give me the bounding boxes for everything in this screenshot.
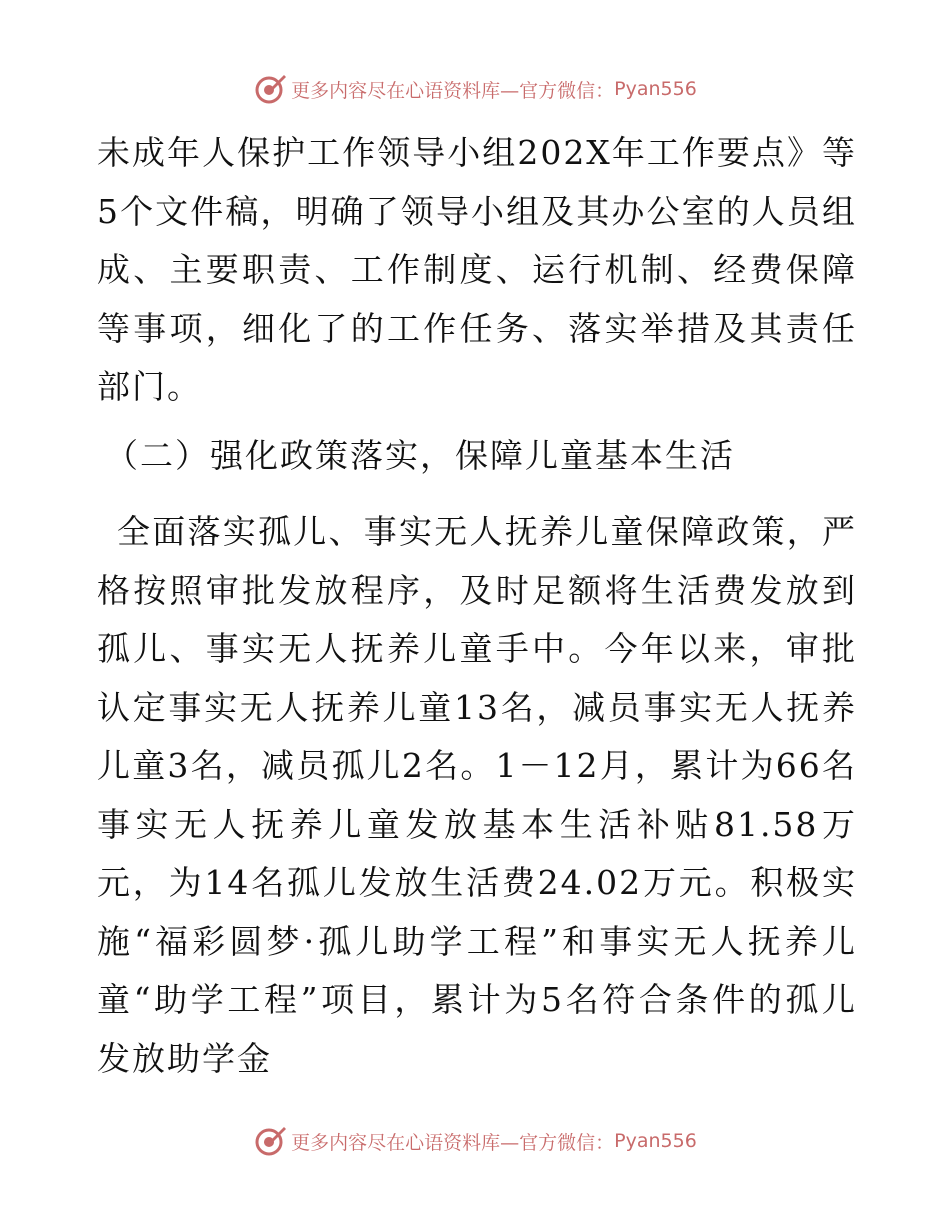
- watermark-text: 更多内容尽在心语资料库—官方微信：: [291, 79, 615, 102]
- quill-seal-logo: [253, 72, 287, 106]
- watermark-text: 更多内容尽在心语资料库—官方微信：: [291, 1131, 615, 1154]
- footer-watermark: [0, 1124, 950, 1158]
- document-body: [97, 124, 857, 1088]
- paragraph-body: 全面落实孤儿、事实无人抚养儿童保障政策，严格按照审批发放程序，及时足额将生活费发放到孤儿、事实无人抚养儿童手中。今年以来，审批认定事实无人抚养儿童13名，减员事实无人抚养儿童3名，减员孤儿2名。1－12月，累计为66名事实无人抚养儿童发放基本生活补贴81.58万元，为14名孤儿发放生活费24.02万元。积极实施“福彩圆梦·孤儿助学工程”和事实无人抚养儿童“助学工程”项目，累计为5名符合条件的孤儿发放助学金: [97, 512, 857, 1078]
- quill-seal-logo: [253, 1124, 287, 1158]
- watermark-wechat-id: Pyan556: [614, 78, 697, 100]
- section-heading: （二）强化政策落实，保障儿童基本生活: [105, 435, 735, 475]
- paragraph-continued: 未成年人保护工作领导小组202X年工作要点》等5个文件稿，明确了领导小组及其办公室的人员组成、主要职责、工作制度、运行机制、经费保障等事项，细化了的工作任务、落实举措及其责任部门。: [97, 133, 857, 406]
- watermark-wechat-id: Pyan556: [614, 1130, 697, 1152]
- header-watermark: [0, 72, 950, 106]
